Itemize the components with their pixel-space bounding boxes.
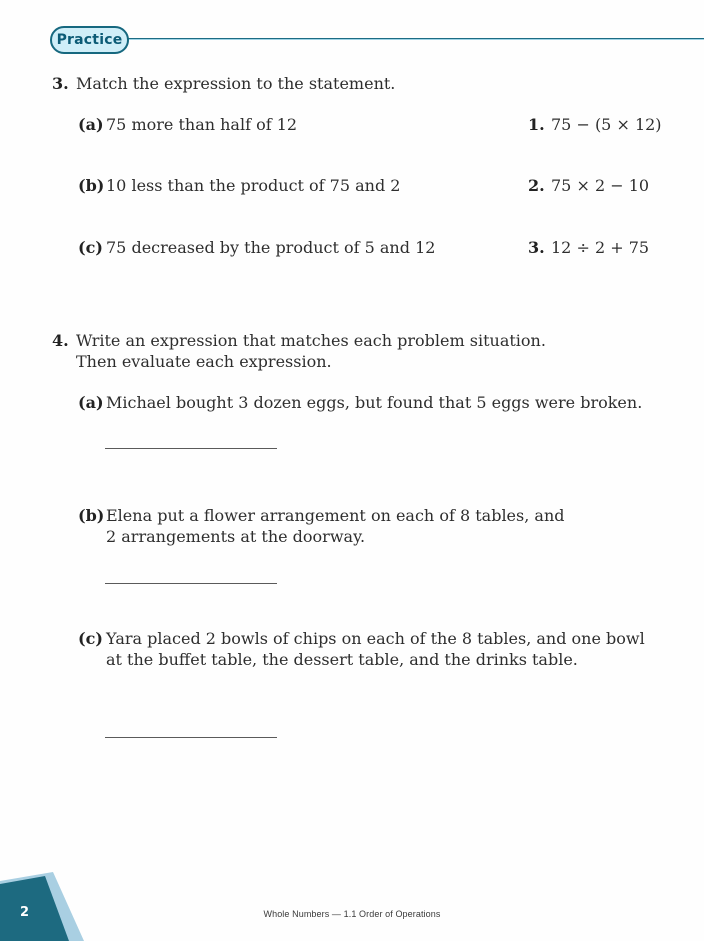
q4-part-b-text-line1: Elena put a flower arrangement on each of 8 tables, and (106, 506, 565, 525)
q3-expression-3 (528, 237, 650, 258)
q3-expression-1-text: 75 − (5 × 12) (551, 115, 662, 134)
q3-expression-1 (528, 114, 662, 135)
q3-statement-a (78, 114, 298, 135)
corner-decoration (0, 869, 96, 941)
q3-statement-c (78, 237, 436, 258)
practice-badge-label: Practice (56, 32, 123, 48)
header-rule (126, 38, 704, 40)
q4-part-b (78, 505, 565, 547)
question-4-prompt (52, 330, 546, 372)
question-4-number: 4. (52, 331, 69, 350)
q3-expression-3-text: 12 ÷ 2 + 75 (551, 238, 650, 257)
question-4-prompt-line1: Write an expression that matches each problem situation. (76, 331, 546, 350)
q3-statement-c-text: 75 decreased by the product of 5 and 12 (106, 238, 436, 257)
q4-part-a-label: (a) (78, 393, 104, 412)
question-4-prompt-line2: Then evaluate each expression. (76, 352, 332, 371)
q4-part-b-label: (b) (78, 506, 105, 525)
q4-part-c-text-line1: Yara placed 2 bowls of chips on each of the 8 tables, and one bowl (106, 629, 645, 648)
footer-text: Whole Numbers — 1.1 Order of Operations (263, 909, 441, 919)
q4-part-a (78, 392, 643, 413)
question-3-prompt-text: Match the expression to the statement. (76, 74, 396, 93)
practice-badge (50, 26, 129, 54)
question-3-number: 3. (52, 74, 69, 93)
question-3-prompt (52, 73, 396, 94)
page-number: 2 (20, 905, 30, 920)
q4-part-c (78, 628, 645, 670)
q3-expression-3-number: 3. (528, 238, 545, 257)
q3-statement-c-label: (c) (78, 238, 103, 257)
q3-expression-2 (528, 175, 650, 196)
q3-statement-b (78, 175, 401, 196)
q4-part-c-text-line2: at the buffet table, the dessert table, and the drinks table. (106, 650, 578, 669)
q4-part-c-answer-blank[interactable] (105, 737, 277, 738)
q4-part-a-answer-blank[interactable] (105, 448, 277, 449)
q4-part-b-text-line2: 2 arrangements at the doorway. (106, 527, 366, 546)
q3-expression-2-number: 2. (528, 176, 545, 195)
q4-part-b-answer-blank[interactable] (105, 583, 277, 584)
q3-statement-a-text: 75 more than half of 12 (106, 115, 298, 134)
q4-part-c-label: (c) (78, 629, 103, 648)
q3-statement-b-label: (b) (78, 176, 105, 195)
q3-statement-b-text: 10 less than the product of 75 and 2 (106, 176, 401, 195)
q3-expression-1-number: 1. (528, 115, 545, 134)
q3-expression-2-text: 75 × 2 − 10 (551, 176, 650, 195)
q4-part-a-text: Michael bought 3 dozen eggs, but found that 5 eggs were broken. (106, 393, 643, 412)
q3-statement-a-label: (a) (78, 115, 104, 134)
